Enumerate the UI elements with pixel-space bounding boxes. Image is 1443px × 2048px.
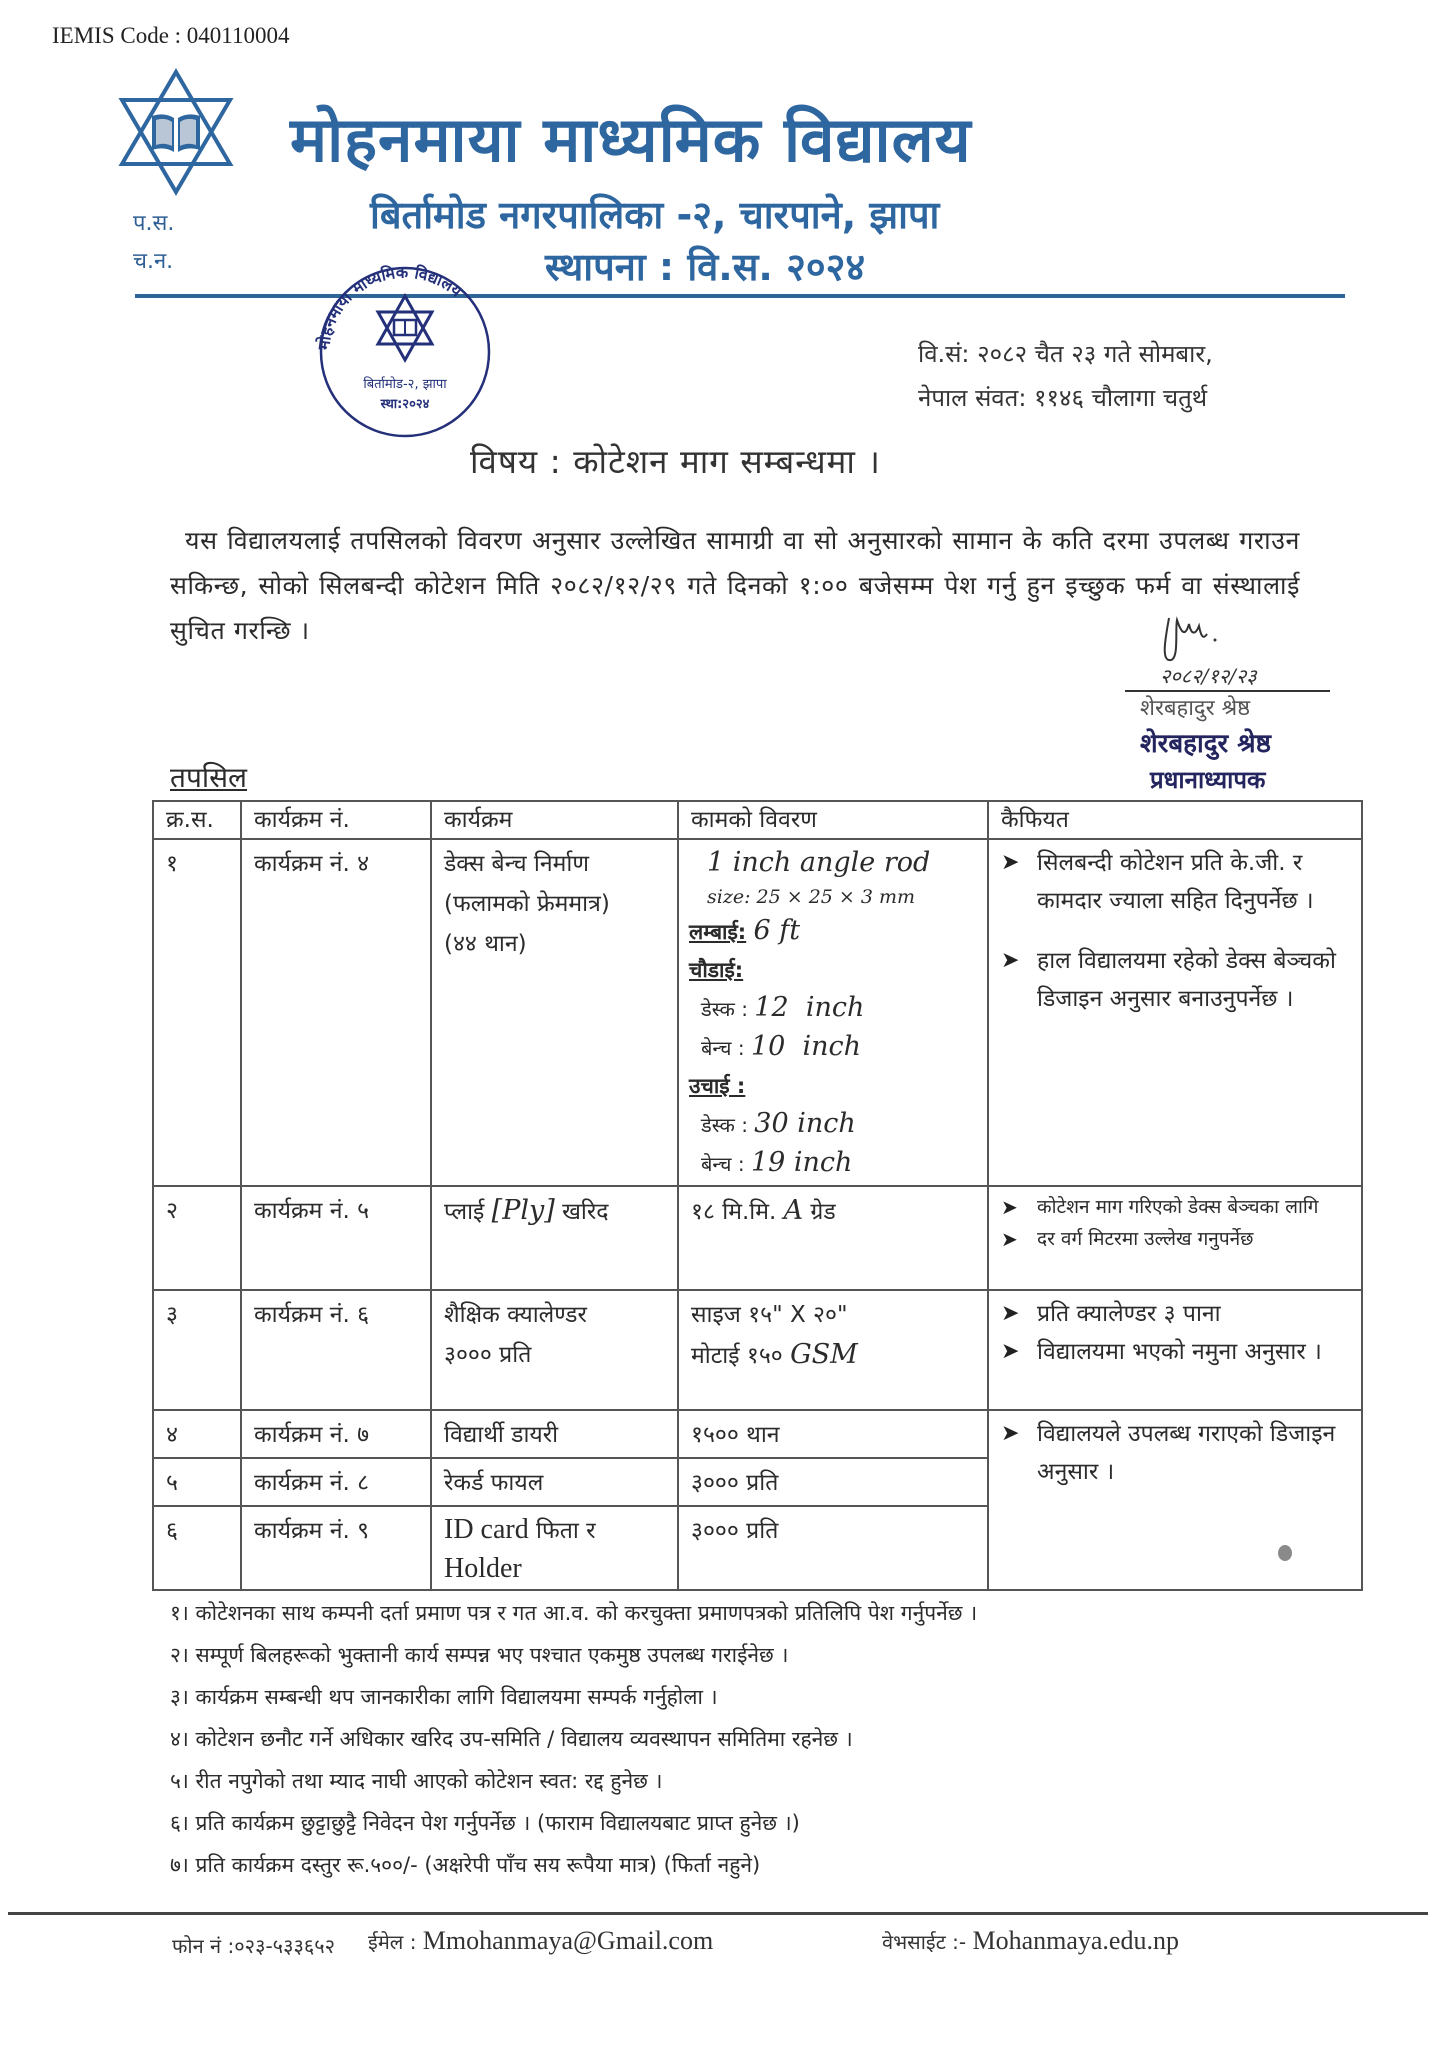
cell-program xyxy=(431,839,678,1186)
cell-program-no: कार्यक्रम नं. ९ xyxy=(241,1506,431,1590)
desc-height xyxy=(689,1067,979,1105)
header-remarks: कैफियत xyxy=(988,801,1362,839)
desc-grade-label: ग्रेड xyxy=(810,1199,836,1225)
cell-serial: २ xyxy=(153,1186,241,1290)
handwritten-signature xyxy=(1155,612,1225,668)
cell-description: ३००० प्रति xyxy=(678,1506,988,1590)
width-desk-value: 12 inch xyxy=(754,992,865,1023)
quotation-items-table xyxy=(152,800,1363,1591)
program-line: (४४ थान) xyxy=(444,931,527,957)
section-title-tapasil: तपसिल xyxy=(170,761,248,794)
seal-ring-text: मोहनमाया माध्यमिक विद्यालय xyxy=(313,262,466,351)
height-desk-value: 30 inch xyxy=(754,1108,856,1139)
program-line: (फलामको फ्रेममात्र) xyxy=(444,891,610,917)
cell-remarks xyxy=(988,839,1362,1186)
cell-program: विद्यार्थी डायरी xyxy=(431,1410,678,1458)
cell-program-no: कार्यक्रम नं. ६ xyxy=(241,1290,431,1410)
arrowhead-bullet-icon: ➤ xyxy=(1001,850,1020,875)
term-item: १। कोटेशनका साथ कम्पनी दर्ता प्रमाण पत्र र गत आ.व. को करचुक्ता प्रमाणपत्रको प्रतिलिपि पेश गर्नुपर्नेछ । xyxy=(170,1601,978,1625)
remark-item: ➤ कोटेशन माग गरिएको डेक्स बेञ्चका लागि xyxy=(1001,1191,1353,1223)
cell-shared-remarks xyxy=(988,1410,1362,1590)
program-line: शैक्षिक क्यालेण्डर xyxy=(444,1302,587,1328)
program-id-card: ID card xyxy=(444,1514,529,1545)
footer-contact xyxy=(172,1926,1272,1966)
letter-body xyxy=(170,518,1300,653)
cell-serial: ४ xyxy=(153,1410,241,1458)
school-name: मोहनमाया माध्यमिक विद्यालय xyxy=(290,103,972,176)
term-item: ५। रीत नपुगेको तथा म्याद नाघी आएको कोटेशन स्वत: रद्द हुनेछ । xyxy=(170,1769,663,1793)
header-serial: क्र.स. xyxy=(153,801,241,839)
table-header-row xyxy=(153,801,1362,839)
cell-program: रेकर्ड फायल xyxy=(431,1458,678,1506)
desc-thickness xyxy=(691,1335,979,1376)
phone-label: फोन नं : xyxy=(172,1934,235,1958)
header-program: कार्यक्रम xyxy=(431,801,678,839)
footer-website xyxy=(882,1926,1179,1956)
school-seal-stamp xyxy=(300,262,510,442)
program-text: फिता र xyxy=(536,1518,596,1544)
ref-label-ps: प.स. xyxy=(133,211,175,236)
terms-list xyxy=(170,1592,1350,1886)
desc-grade: A xyxy=(783,1195,804,1226)
thickness-value: मोटाई १५० xyxy=(691,1343,783,1369)
cell-description: १५०० थान xyxy=(678,1410,988,1458)
height-label: उचाई : xyxy=(689,1074,746,1098)
remark-item: ➤ विद्यालयले उपलब्ध गराएको डिजाइन अनुसार । xyxy=(1001,1415,1353,1491)
email-address[interactable]: Mmohanmaya@Gmail.com xyxy=(422,1926,714,1955)
reference-labels xyxy=(133,205,174,281)
signature-date: २०८२/१२/२३ xyxy=(1160,664,1257,688)
vikram-sambat-date: वि.सं: २०८२ चैत २३ गते सोमबार, xyxy=(918,340,1213,368)
arrowhead-bullet-icon: ➤ xyxy=(1001,1301,1020,1326)
letter-date xyxy=(918,332,1213,420)
signatory-name-handwritten: शेरबहादुर श्रेष्ठ xyxy=(1140,696,1251,721)
cell-description xyxy=(678,1290,988,1410)
cell-description xyxy=(678,839,988,1186)
program-ply: [Ply] xyxy=(491,1195,555,1226)
letter-subject: विषय : कोटेशन माग सम्बन्धमा । xyxy=(470,442,881,481)
remark-item: ➤ सिलबन्दी कोटेशन प्रति के.जी. र कामदार ज्याला सहित दिनुपर्नेछ । xyxy=(1001,844,1353,920)
term-item: ३। कार्यक्रम सम्बन्धी थप जानकारीका लागि विद्यालयमा सम्पर्क गर्नुहोला । xyxy=(170,1685,718,1709)
desc-thickness: १८ मि.मि. xyxy=(691,1199,777,1225)
cell-serial: १ xyxy=(153,839,241,1186)
cell-program-no: कार्यक्रम नं. ५ xyxy=(241,1186,431,1290)
body-text: यस विद्यालयलाई तपसिलको विवरण अनुसार उल्लेखित सामाग्री वा सो अनुसारको सामान के कति दरमा उपलब्ध गराउन सकिन्छ, सोको सिलबन्दी कोटेशन मिति २०८२/१२/२९ गते दिनको १:०० बजेसम्म पेश गर्नु हुन इच्छुक फर्म वा संस्थालाई सुचित गरन्छि । xyxy=(170,526,1300,645)
svg-text:मोहनमाया माध्यमिक विद्यालय xyxy=(314,263,467,352)
seal-est-text: स्था:२०२४ xyxy=(380,397,430,412)
program-text: खरिद xyxy=(562,1199,609,1225)
cell-serial: ३ xyxy=(153,1290,241,1410)
cell-program xyxy=(431,1186,678,1290)
width-label: चौडाई: xyxy=(689,958,744,982)
table-row xyxy=(153,1186,1362,1290)
program-holder: Holder xyxy=(444,1553,522,1584)
ref-label-cn: च.न. xyxy=(133,249,174,274)
term-item: ७। प्रति कार्यक्रम दस्तुर रू.५००/- (अक्षरेपी पाँच सय रूपैया मात्र) (फिर्ता नहुने) xyxy=(170,1853,761,1877)
established-year: स्थापना : वि.स. २०२४ xyxy=(545,245,866,289)
website-url[interactable]: Mohanmaya.edu.np xyxy=(972,1926,1179,1955)
email-label: ईमेल : xyxy=(368,1930,417,1954)
seal-place-text: बिर्तामोड-२, झापा xyxy=(363,377,447,392)
iemis-code: IEMIS Code : 040110004 xyxy=(52,23,290,48)
website-label: वेभसाईट :- xyxy=(882,1930,967,1954)
desc-width xyxy=(689,951,979,989)
signature-line xyxy=(1125,690,1330,692)
arrowhead-bullet-icon: ➤ xyxy=(1001,1227,1018,1251)
school-address: बिर्तामोड नगरपालिका -२, चारपाने, झापा xyxy=(370,193,940,237)
desc-height-bench xyxy=(689,1144,979,1183)
school-logo-star-book-icon xyxy=(112,68,240,196)
signatory-name-stamp: शेरबहादुर श्रेष्ठ xyxy=(1140,729,1271,759)
signatory-title-stamp: प्रधानाध्यापक xyxy=(1150,766,1266,794)
desc-rod: 1 inch angle rod xyxy=(707,847,931,878)
program-line: ३००० प्रति xyxy=(444,1342,532,1368)
arrowhead-bullet-icon: ➤ xyxy=(1001,948,1020,973)
cell-description xyxy=(678,1186,988,1290)
footer-email xyxy=(368,1926,713,1956)
length-value: 6 ft xyxy=(753,915,801,946)
header-work-description: कामको विवरण xyxy=(678,801,988,839)
program-line: डेक्स बेन्च निर्माण xyxy=(444,851,589,877)
header-program-no: कार्यक्रम नं. xyxy=(241,801,431,839)
arrowhead-bullet-icon: ➤ xyxy=(1001,1339,1020,1364)
desc-width-bench xyxy=(689,1028,979,1067)
term-item: २। सम्पूर्ण बिलहरूको भुक्तानी कार्य सम्पन्न भए पश्चात एकमुष्ठ उपलब्ध गराईनेछ । xyxy=(170,1643,789,1667)
cell-remarks xyxy=(988,1290,1362,1410)
ink-spot xyxy=(1278,1545,1292,1561)
width-bench-value: 10 inch xyxy=(750,1031,861,1062)
desc-size: size: 25 × 25 × 3 mm xyxy=(707,886,916,908)
width-desk-label: डेस्क : xyxy=(701,997,748,1021)
footer-divider xyxy=(8,1912,1428,1915)
remark-item: ➤ हाल विद्यालयमा रहेको डेक्स बेञ्चको डिजाइन अनुसार बनाउनुपर्नेछ । xyxy=(1001,942,1353,1018)
term-item: ६। प्रति कार्यक्रम छुट्टाछुट्टै निवेदन पेश गर्नुपर्नेछ । (फाराम विद्यालयबाट प्राप्त हुनेछ ।) xyxy=(170,1811,800,1835)
table-row xyxy=(153,1410,1362,1458)
remark-item: ➤ दर वर्ग मिटरमा उल्लेख गनुपर्नेछ xyxy=(1001,1223,1353,1255)
cell-program-no: कार्यक्रम नं. ८ xyxy=(241,1458,431,1506)
length-label: लम्बाई: xyxy=(689,920,747,944)
desc-height-desk xyxy=(689,1105,979,1144)
height-bench-value: 19 inch xyxy=(750,1147,853,1178)
footer-phone xyxy=(172,1932,335,1959)
remark-item: ➤ प्रति क्यालेण्डर ३ पाना xyxy=(1001,1295,1353,1333)
program-text: प्लाई xyxy=(444,1199,485,1225)
thickness-unit: GSM xyxy=(790,1339,858,1370)
cell-serial: ६ xyxy=(153,1506,241,1590)
table-row xyxy=(153,1290,1362,1410)
arrowhead-bullet-icon: ➤ xyxy=(1001,1421,1020,1446)
phone-number: ०२३-५३३६५२ xyxy=(234,1934,336,1958)
desc-width-desk xyxy=(689,989,979,1028)
remark-item: ➤ विद्यालयमा भएको नमुना अनुसार । xyxy=(1001,1333,1353,1371)
cell-program xyxy=(431,1506,678,1590)
cell-program xyxy=(431,1290,678,1410)
term-item: ४। कोटेशन छनौट गर्ने अधिकार खरिद उप-समिति / विद्यालय व्यवस्थापन समितिमा रहनेछ । xyxy=(170,1727,853,1751)
height-bench-label: बेन्च : xyxy=(701,1152,745,1176)
height-desk-label: डेस्क : xyxy=(701,1113,748,1137)
desc-length xyxy=(689,912,979,951)
cell-program-no: कार्यक्रम नं. ४ xyxy=(241,839,431,1186)
nepal-sambat-date: नेपाल संवत: ११४६ चौलागा चतुर्थ xyxy=(918,384,1208,412)
arrowhead-bullet-icon: ➤ xyxy=(1001,1195,1018,1219)
desc-size: साइज १५" X २०" xyxy=(691,1302,848,1328)
cell-serial: ५ xyxy=(153,1458,241,1506)
cell-program-no: कार्यक्रम नं. ७ xyxy=(241,1410,431,1458)
table-row xyxy=(153,839,1362,1186)
cell-description: ३००० प्रति xyxy=(678,1458,988,1506)
width-bench-label: बेन्च : xyxy=(701,1036,745,1060)
cell-remarks xyxy=(988,1186,1362,1290)
